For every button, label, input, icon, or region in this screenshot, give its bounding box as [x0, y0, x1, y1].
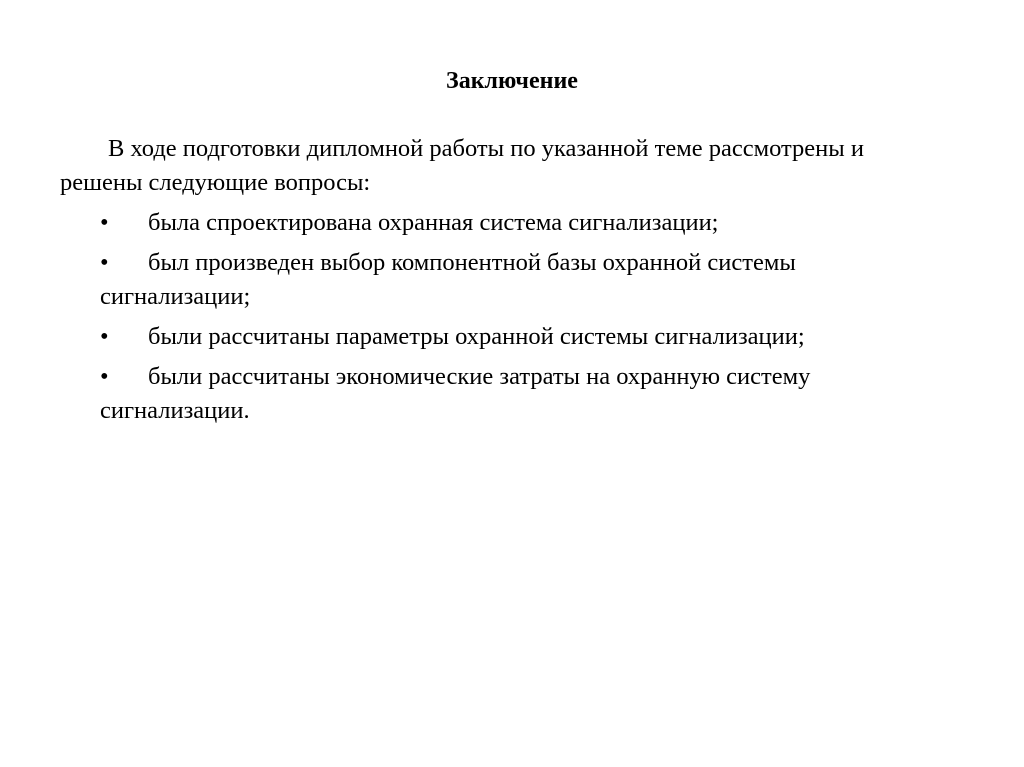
bullet-text: был произведен выбор компонентной базы охранной системы сигнализации;: [100, 249, 796, 310]
bullet-item: [60, 360, 940, 428]
intro-paragraph: В ходе подготовки дипломной работы по указанной теме рассмотрены и решены следующие вопросы:: [60, 135, 864, 196]
slide-title: Заключение: [446, 68, 578, 94]
bullet-item: [60, 206, 940, 240]
bullet-text: были рассчитаны экономические затраты на охранную систему сигнализации.: [100, 363, 811, 424]
bullet-icon: •: [100, 209, 109, 236]
bullet-icon: •: [100, 323, 109, 350]
bullet-icon: •: [100, 249, 109, 276]
bullet-icon: •: [100, 363, 109, 390]
slide-body: [60, 132, 940, 434]
bullet-text: были рассчитаны параметры охранной системы сигнализации;: [148, 323, 805, 350]
bullet-text: была спроектирована охранная система сигнализации;: [148, 209, 719, 236]
bullet-item: [60, 246, 940, 314]
bullet-item: [60, 320, 940, 354]
